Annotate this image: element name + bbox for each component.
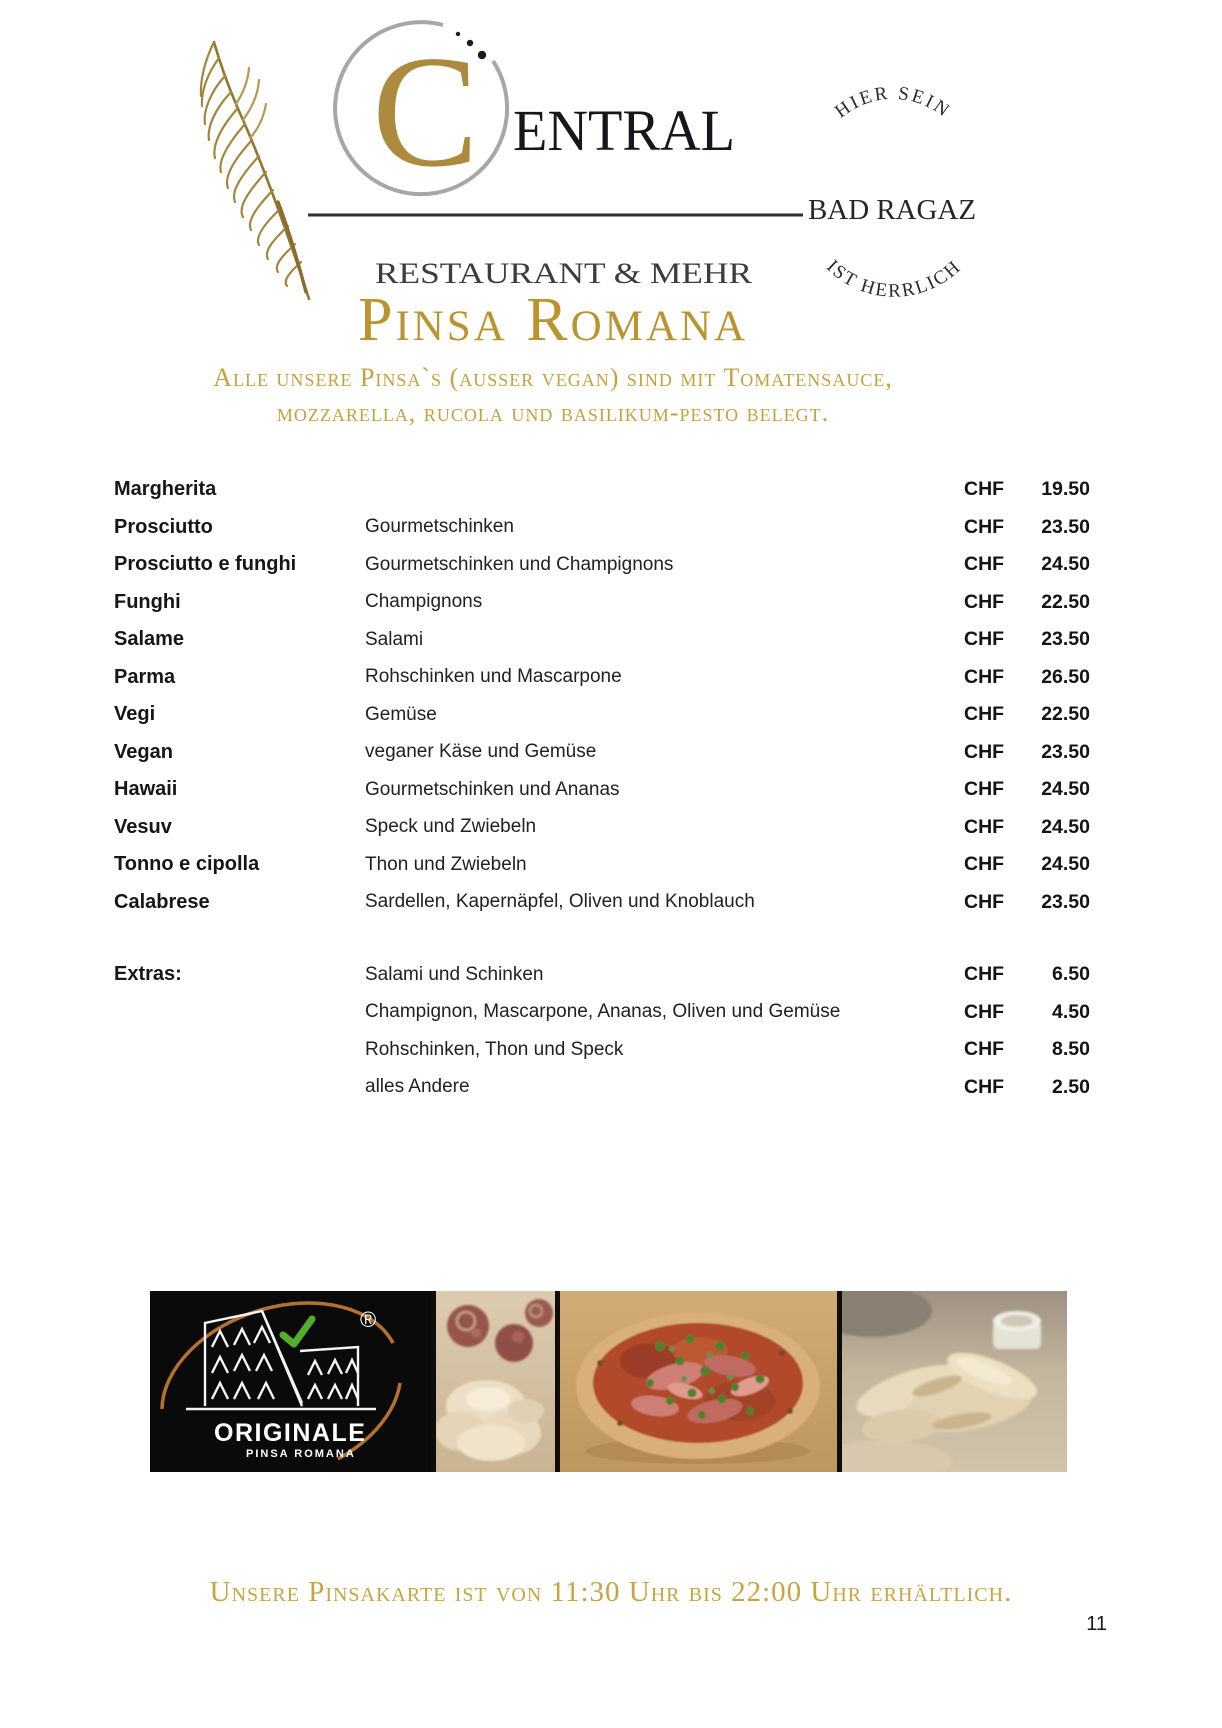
extras-item-description: alles Andere [365, 1076, 470, 1098]
extras-item-currency: CHF [964, 963, 1005, 986]
pinsa-photo [560, 1291, 837, 1472]
logo-subtitle: RESTAURANT & MEHR [375, 257, 752, 290]
logo-tagline-top: HIER SEIN [831, 82, 955, 123]
registered-mark: ® [360, 1307, 377, 1332]
gallery-panel-pinsa-logo [150, 1291, 431, 1472]
menu-item-currency: CHF [964, 778, 1005, 801]
menu-row [114, 734, 1090, 772]
menu-item-description: Sardellen, Kapernäpfel, Oliven und Knoblauch [365, 891, 755, 913]
menu-item-description: Speck und Zwiebeln [365, 816, 537, 838]
extras-item-currency: CHF [964, 1038, 1005, 1061]
menu-item-description: Thon und Zwiebeln [365, 853, 527, 875]
menu-subtitle [0, 360, 1106, 430]
menu-item-currency: CHF [964, 665, 1005, 688]
photo-strip [150, 1291, 1067, 1472]
logo-city: BAD RAGAZ [808, 194, 976, 226]
menu-row [114, 471, 1090, 509]
logo-wordmark: ENTRAL [513, 98, 735, 163]
menu-item-description: Gourmetschinken [365, 516, 514, 538]
menu-row [114, 509, 1090, 547]
menu-item-currency: CHF [964, 853, 1005, 876]
logo-initial: C [372, 22, 479, 200]
menu-item-currency: CHF [964, 815, 1005, 838]
menu-item-name: Prosciutto [114, 515, 213, 538]
title-block [0, 288, 1106, 352]
extras-item-description: Salami und Schinken [365, 963, 544, 985]
menu-item-name: Hawaii [114, 778, 178, 801]
menu-item-currency: CHF [964, 515, 1005, 538]
menu-item-price: 23.50 [1041, 515, 1090, 538]
extras-table [114, 956, 1090, 1106]
page-number: 11 [1086, 1613, 1107, 1635]
menu-item-price: 24.50 [1041, 853, 1090, 876]
menu-item-description: Champignons [365, 591, 483, 613]
menu-row [114, 771, 1090, 809]
bread-photo [842, 1291, 1067, 1472]
menu-item-name: Calabrese [114, 890, 210, 913]
menu-row [114, 809, 1090, 847]
extras-item-price: 4.50 [1052, 1000, 1090, 1023]
menu-row [114, 696, 1090, 734]
extras-label: Extras: [114, 963, 182, 986]
dough-photo [436, 1291, 555, 1472]
menu-item-name: Vegi [114, 703, 156, 726]
menu-item-price: 24.50 [1041, 815, 1090, 838]
pinsa-romana-text: PINSA ROMANA [246, 1448, 356, 1460]
menu-item-price: 23.50 [1041, 628, 1090, 651]
availability-note: Unsere Pinsakarte ist von 11:30 Uhr bis 22:00 Uhr erhältlich. [209, 1576, 1013, 1608]
menu-item-name: Prosciutto e funghi [114, 553, 297, 576]
menu-item-currency: CHF [964, 740, 1005, 763]
extras-row [114, 994, 1090, 1032]
menu-item-price: 26.50 [1041, 665, 1090, 688]
menu-item-price: 24.50 [1041, 778, 1090, 801]
menu-table [114, 471, 1090, 921]
originale-text: ORIGINALE [214, 1419, 367, 1447]
menu-item-description: Rohschinken und Mascarpone [365, 666, 622, 688]
menu-row [114, 621, 1090, 659]
extras-row [114, 1069, 1090, 1107]
menu-item-name: Funghi [114, 590, 181, 613]
extras-item-price: 8.50 [1052, 1038, 1090, 1061]
extras-row [114, 1031, 1090, 1069]
menu-item-name: Vegan [114, 740, 173, 763]
menu-item-currency: CHF [964, 628, 1005, 651]
menu-item-currency: CHF [964, 890, 1005, 913]
menu-row [114, 659, 1090, 697]
extras-item-currency: CHF [964, 1075, 1005, 1098]
pinsa-romana-logo [150, 1291, 431, 1472]
menu-item-price: 24.50 [1041, 553, 1090, 576]
restaurant-logo [0, 0, 1222, 300]
subtitle-line-1: Alle unsere Pinsa`s (ausser vegan) sind mit Tomatensauce, [213, 363, 893, 392]
menu-item-currency: CHF [964, 553, 1005, 576]
page-title: Pinsa Romana [357, 286, 749, 354]
menu-item-price: 23.50 [1041, 740, 1090, 763]
menu-item-description: Gemüse [365, 703, 437, 725]
menu-item-name: Salame [114, 628, 185, 651]
extras-item-price: 2.50 [1052, 1075, 1090, 1098]
menu-item-currency: CHF [964, 590, 1005, 613]
menu-row [114, 546, 1090, 584]
menu-item-description: Gourmetschinken und Champignons [365, 553, 674, 575]
menu-row [114, 584, 1090, 622]
extras-row [114, 956, 1090, 994]
gallery-panel-dough-photo [436, 1291, 555, 1472]
gallery-panel-pinsa-photo [560, 1291, 837, 1472]
menu-row [114, 846, 1090, 884]
menu-item-price: 23.50 [1041, 890, 1090, 913]
menu-item-description: Gourmetschinken und Ananas [365, 778, 620, 800]
extras-item-description: Rohschinken, Thon und Speck [365, 1038, 624, 1060]
logo-tagline-bottom: IST HERRLICH [822, 255, 966, 300]
menu-item-currency: CHF [964, 478, 1005, 501]
menu-item-currency: CHF [964, 703, 1005, 726]
feather-icon [201, 42, 309, 299]
menu-item-name: Vesuv [114, 815, 172, 838]
menu-item-description: Salami [365, 628, 424, 650]
extras-item-currency: CHF [964, 1000, 1005, 1023]
menu-item-description: veganer Käse und Gemüse [365, 741, 597, 763]
menu-item-price: 22.50 [1041, 703, 1090, 726]
menu-item-name: Tonno e cipolla [114, 853, 260, 876]
menu-row [114, 884, 1090, 922]
menu-item-price: 19.50 [1041, 478, 1090, 501]
menu-item-name: Parma [114, 665, 176, 688]
subtitle-line-2: mozzarella, rucola und basilikum-pesto belegt. [276, 398, 830, 427]
menu-item-name: Margherita [114, 478, 217, 501]
extras-item-description: Champignon, Mascarpone, Ananas, Oliven und Gemüse [365, 1001, 841, 1023]
gallery-panel-bread-photo [842, 1291, 1067, 1472]
extras-item-price: 6.50 [1052, 963, 1090, 986]
logo-tagline-top-arc [831, 83, 954, 123]
menu-item-price: 22.50 [1041, 590, 1090, 613]
